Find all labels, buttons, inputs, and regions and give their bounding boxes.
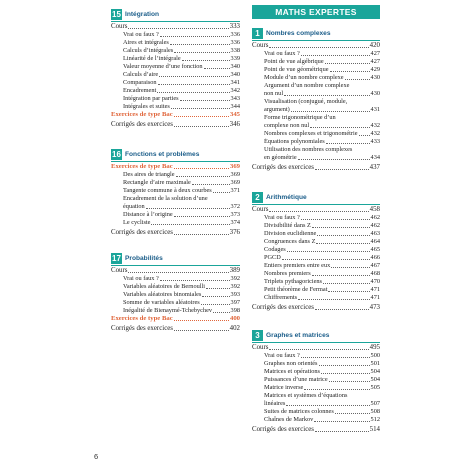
dot-leader — [315, 309, 369, 310]
entry-title: Chiffrements — [264, 293, 298, 301]
toc-entry — [252, 74, 380, 82]
dot-leader — [157, 92, 229, 93]
toc-entry — [252, 352, 380, 360]
toc-entry — [111, 95, 240, 103]
toc-entry — [111, 291, 240, 299]
toc-entry — [111, 31, 240, 39]
page-ref: 402 — [229, 324, 240, 332]
section-rule — [252, 342, 380, 343]
toc-entry — [111, 47, 240, 55]
section-header — [111, 148, 240, 160]
toc-entry — [111, 87, 240, 95]
dot-leader — [160, 36, 230, 37]
entry-title: Des aires de triangle — [123, 170, 175, 178]
page-ref: 339 — [230, 54, 240, 62]
entry-title: PGCD — [264, 253, 281, 261]
dot-leader — [312, 227, 370, 228]
page-ref: 343 — [230, 94, 240, 102]
dot-leader — [317, 235, 369, 236]
dot-leader — [359, 135, 370, 136]
toc-entry — [111, 179, 240, 187]
page-ref: 427 — [370, 49, 380, 57]
entry-title: Exercices de type Bac — [111, 314, 173, 322]
dot-leader — [213, 312, 229, 313]
dot-leader — [146, 208, 230, 209]
page-ref: 434 — [370, 153, 380, 161]
page-ref: 392 — [230, 274, 240, 282]
page-ref: 374 — [230, 218, 240, 226]
entry-title: Triplets pythagoriciens — [264, 277, 323, 285]
dot-leader — [291, 111, 370, 112]
chapter-title: Nombres complexes — [266, 29, 331, 37]
entry-title: Corrigés des exercices — [252, 303, 314, 311]
page-ref: 340 — [230, 70, 240, 78]
dot-leader — [158, 84, 230, 85]
entry-title: Aires et intégrales — [123, 38, 169, 46]
page-ref: 462 — [370, 213, 380, 221]
maths-expertes-banner: MATHS EXPERTES — [252, 5, 380, 19]
page-ref: 346 — [229, 120, 240, 128]
entry-title: Variables aléatoires de Bernoulli — [123, 282, 206, 290]
toc-entry — [111, 307, 240, 315]
dot-leader — [282, 259, 370, 260]
dot-leader — [345, 79, 370, 80]
entry-title: Cours — [252, 343, 269, 351]
entry-title: Matrice inverse — [264, 383, 304, 391]
dot-leader — [298, 159, 370, 160]
dot-leader — [213, 192, 230, 193]
toc-section — [252, 27, 380, 172]
chapter-number-badge: 17 — [112, 253, 121, 263]
section-rule — [252, 204, 380, 205]
page-ref: 333 — [229, 22, 240, 30]
toc-entry — [252, 106, 380, 114]
page-ref: 336 — [230, 30, 240, 38]
dot-leader — [325, 63, 370, 64]
entry-title: Nombres premiers — [264, 269, 311, 277]
entry-title: Entiers premiers entre eux — [264, 261, 331, 269]
dot-leader — [171, 108, 230, 109]
toc-entry-text: Forme trigonométrique d’un — [264, 113, 336, 121]
toc-entry-text: Argument d’un nombre complexe — [264, 81, 350, 89]
section-header — [252, 191, 380, 203]
page-ref: 420 — [369, 41, 380, 49]
page-ref: 470 — [370, 277, 380, 285]
dot-leader — [204, 68, 230, 69]
toc-entry — [252, 214, 380, 222]
toc-entry — [111, 71, 240, 79]
entry-title: Le cycliste — [123, 218, 151, 226]
section-rule — [111, 21, 240, 22]
page-ref: 369 — [230, 178, 240, 186]
page-ref: 372 — [230, 202, 240, 210]
page-ref: 429 — [370, 65, 380, 73]
dot-leader — [159, 76, 229, 77]
toc-entry — [252, 278, 380, 286]
page-ref: 398 — [230, 306, 240, 314]
toc-entry — [111, 229, 240, 237]
toc-entry — [252, 154, 380, 162]
entry-title: Corrigés des exercices — [111, 324, 173, 332]
entry-title: Cours — [111, 22, 128, 30]
dot-leader — [269, 47, 368, 48]
toc-entry — [252, 286, 380, 294]
dot-leader — [326, 143, 370, 144]
section-rule — [111, 265, 240, 266]
section-rule — [252, 40, 380, 41]
dot-leader — [206, 288, 230, 289]
dot-leader — [151, 224, 229, 225]
entry-title: Équations polynomiales — [264, 137, 325, 145]
toc-entry — [111, 211, 240, 219]
page-ref: 397 — [230, 298, 240, 306]
toc-section — [111, 148, 240, 237]
toc-section — [252, 191, 380, 312]
dot-leader — [201, 304, 230, 305]
dot-leader — [128, 28, 228, 29]
entry-title: Comparaison — [123, 78, 157, 86]
dot-leader — [310, 127, 369, 128]
page-ref: 389 — [229, 266, 240, 274]
toc-entry — [252, 246, 380, 254]
chapter-number-badge: 1 — [252, 28, 263, 39]
dot-leader — [298, 299, 369, 300]
chapter-number-badge: 16 — [112, 149, 121, 159]
entry-title: Corrigés des exercices — [111, 120, 173, 128]
toc-entry — [111, 325, 240, 333]
page-ref: 500 — [370, 351, 380, 359]
section-header — [111, 8, 240, 20]
page-ref: 342 — [230, 86, 240, 94]
dot-leader — [329, 381, 370, 382]
entry-title: Encadrement — [123, 86, 157, 94]
entry-title: Vrai ou faux ? — [264, 351, 300, 359]
dot-leader — [301, 357, 370, 358]
toc-entry — [252, 66, 380, 74]
section-header — [252, 329, 380, 341]
entry-title: Tangente commune à deux courbes — [123, 186, 212, 194]
toc-entry — [111, 275, 240, 283]
dot-leader — [304, 389, 369, 390]
page-ref: 432 — [370, 121, 380, 129]
section-header — [111, 252, 240, 264]
dot-leader — [174, 52, 229, 53]
entry-title: linéaires — [264, 399, 286, 407]
entry-title: Matrices et opérations — [264, 367, 320, 375]
chapter-title: Intégration — [125, 10, 160, 18]
dot-leader — [330, 71, 370, 72]
dot-leader — [312, 275, 370, 276]
entry-title: Nombres complexes et trigonométrie — [264, 129, 358, 137]
dot-leader — [174, 216, 230, 217]
toc-entry — [111, 283, 240, 291]
toc-entry — [111, 79, 240, 87]
page-ref: 464 — [370, 237, 380, 245]
section-rule — [111, 161, 240, 162]
page-ref: 504 — [370, 375, 380, 383]
toc-entry — [252, 294, 380, 302]
toc-entry — [252, 230, 380, 238]
toc-section — [111, 8, 240, 129]
page-ref: 473 — [369, 303, 380, 311]
toc-entry — [252, 222, 380, 230]
page-ref: 512 — [370, 415, 380, 423]
toc-entry — [111, 121, 240, 129]
entry-title: complexe non nul — [264, 121, 310, 129]
toc-entry — [252, 130, 380, 138]
page-ref: 430 — [370, 73, 380, 81]
entry-title: Suites de matrices colonnes — [264, 407, 334, 415]
entry-title: Distance à l’origine — [123, 210, 173, 218]
dot-leader — [301, 219, 370, 220]
entry-title: Chaînes de Markov — [264, 415, 314, 423]
entry-title: Exercices de type Bac — [111, 110, 173, 118]
page-ref: 393 — [230, 290, 240, 298]
toc-entry — [252, 50, 380, 58]
entry-title: Variables aléatoires binomiales — [123, 290, 202, 298]
page-ref: 369 — [230, 170, 240, 178]
page-ref: 373 — [230, 210, 240, 218]
entry-title: Valeur moyenne d’une fonction — [123, 62, 203, 70]
entry-title: Corrigés des exercices — [252, 425, 314, 433]
dot-leader — [331, 267, 369, 268]
entry-title: Point de vue algébrique — [264, 57, 324, 65]
toc-entry — [111, 267, 240, 275]
chapter-number-badge: 3 — [252, 330, 263, 341]
dot-leader — [192, 184, 230, 185]
dot-leader — [321, 373, 370, 374]
dot-leader — [316, 243, 369, 244]
toc-entry-text: Visualisation (conjugué, module, — [264, 97, 348, 105]
page-ref: 400 — [229, 314, 240, 322]
toc-entry — [111, 63, 240, 71]
dot-leader — [335, 413, 370, 414]
page-ref: 392 — [230, 282, 240, 290]
page-ref: 504 — [370, 367, 380, 375]
page-ref: 465 — [370, 245, 380, 253]
chapter-title: Graphes et matrices — [266, 331, 330, 339]
page-number: 6 — [94, 452, 99, 461]
entry-title: non nul — [264, 89, 284, 97]
entry-title: Exercices de type Bac — [111, 162, 173, 170]
toc-entry — [111, 103, 240, 111]
entry-title: Corrigés des exercices — [252, 163, 314, 171]
page-ref: 467 — [370, 261, 380, 269]
entry-title: Congruences dans Z — [264, 237, 316, 245]
dot-leader — [182, 60, 230, 61]
toc-entry — [252, 304, 380, 312]
chapter-number-badge: 15 — [112, 9, 121, 19]
dot-leader — [180, 100, 230, 101]
dot-leader — [284, 95, 369, 96]
entry-title: Corrigés des exercices — [111, 228, 173, 236]
chapter-title: Probabilités — [125, 254, 163, 262]
dot-leader — [202, 296, 229, 297]
entry-title: Graphes non orientés — [264, 359, 318, 367]
toc-entry — [252, 408, 380, 416]
dot-leader — [269, 349, 368, 350]
toc-entry — [252, 254, 380, 262]
dot-leader — [170, 44, 230, 45]
page-ref: 344 — [230, 102, 240, 110]
page-ref: 471 — [370, 285, 380, 293]
toc-entry — [111, 171, 240, 179]
toc-entry — [252, 262, 380, 270]
dot-leader — [160, 280, 230, 281]
page-ref: 432 — [370, 129, 380, 137]
dot-leader — [174, 168, 229, 169]
page-ref: 338 — [230, 46, 240, 54]
toc-entry — [252, 122, 380, 130]
page-ref: 501 — [370, 359, 380, 367]
chapter-title: Fonctions et problèmes — [125, 150, 200, 158]
toc-entry — [111, 219, 240, 227]
page-ref: 466 — [370, 253, 380, 261]
page-ref: 369 — [229, 162, 240, 170]
dot-leader — [301, 55, 370, 56]
toc-entry — [252, 164, 380, 172]
toc-entry — [111, 23, 240, 31]
entry-title: Vrai ou faux ? — [264, 49, 300, 57]
page-ref: 433 — [370, 137, 380, 145]
toc-entry — [252, 376, 380, 384]
dot-leader — [174, 116, 229, 117]
entry-title: Rectangle d’aire maximale — [123, 178, 191, 186]
page-ref: 508 — [370, 407, 380, 415]
dot-leader — [174, 126, 229, 127]
toc-entry — [252, 360, 380, 368]
entry-title: Codages — [264, 245, 286, 253]
entry-title: équation — [123, 202, 145, 210]
page-ref: 431 — [370, 105, 380, 113]
toc-entry — [111, 187, 240, 195]
toc-entry — [111, 111, 240, 119]
dot-leader — [287, 251, 370, 252]
page-ref: 437 — [369, 163, 380, 171]
entry-title: Petit théorème de Fermat — [264, 285, 328, 293]
page-ref: 340 — [230, 62, 240, 70]
entry-title: Intégrales et suites — [123, 102, 170, 110]
page-ref: 462 — [370, 221, 380, 229]
page-ref: 471 — [370, 293, 380, 301]
toc-entry-text: Utilisation des nombres complexes — [264, 145, 353, 153]
toc-entry — [111, 163, 240, 171]
page-ref: 507 — [370, 399, 380, 407]
chapter-number-badge: 2 — [252, 192, 263, 203]
dot-leader — [314, 421, 369, 422]
toc-entry — [252, 270, 380, 278]
toc-entry — [252, 384, 380, 392]
dot-leader — [176, 176, 230, 177]
entry-title: Somme de variables aléatoires — [123, 298, 200, 306]
entry-title: Divisibilité dans Z — [264, 221, 311, 229]
entry-title: Calculs d’aire — [123, 70, 159, 78]
toc-entry — [111, 315, 240, 323]
toc-section — [111, 252, 240, 333]
section-header — [252, 27, 380, 39]
entry-title: Puissances d’une matrice — [264, 375, 328, 383]
toc-entry — [111, 55, 240, 63]
toc-entry — [111, 203, 240, 211]
entry-title: Vrai ou faux ? — [123, 274, 159, 282]
entry-title: Point de vue géométrique — [264, 65, 329, 73]
toc-section — [252, 329, 380, 434]
page-ref: 376 — [229, 228, 240, 236]
dot-leader — [315, 431, 369, 432]
toc-entry — [252, 238, 380, 246]
dot-leader — [128, 272, 228, 273]
page-ref: 468 — [370, 269, 380, 277]
dot-leader — [323, 283, 370, 284]
dot-leader — [174, 234, 229, 235]
page-ref: 514 — [369, 425, 380, 433]
entry-title: en géométrie — [264, 153, 297, 161]
page-ref: 427 — [370, 57, 380, 65]
dot-leader — [174, 320, 229, 321]
dot-leader — [315, 169, 369, 170]
toc-entry — [252, 42, 380, 50]
toc-entry — [252, 90, 380, 98]
entry-title: Cours — [111, 266, 128, 274]
page-ref: 336 — [230, 38, 240, 46]
toc-entry — [252, 344, 380, 352]
entry-title: Cours — [252, 205, 269, 213]
toc-entry — [252, 416, 380, 424]
entry-title: Inégalité de Bienaymé-Tchebychev — [123, 306, 213, 314]
page-ref: 345 — [229, 110, 240, 118]
entry-title: Linéarité de l’intégrale — [123, 54, 181, 62]
page-ref: 341 — [230, 78, 240, 86]
dot-leader — [328, 291, 369, 292]
entry-title: Cours — [252, 41, 269, 49]
toc-entry — [252, 58, 380, 66]
toc-entry-text: Encadrement de la solution d’une — [123, 194, 208, 202]
entry-title: Intégration par parties — [123, 94, 179, 102]
toc-entry — [252, 368, 380, 376]
dot-leader — [286, 405, 369, 406]
toc-entry — [111, 39, 240, 47]
toc-entry — [252, 426, 380, 434]
page-ref: 463 — [370, 229, 380, 237]
entry-title: argument) — [264, 105, 290, 113]
dot-leader — [319, 365, 370, 366]
entry-title: Module d’un nombre complexe — [264, 73, 344, 81]
page-ref: 505 — [370, 383, 380, 391]
entry-title: Calculs d’intégrales — [123, 46, 174, 54]
toc-entry — [252, 400, 380, 408]
toc-entry — [111, 299, 240, 307]
dot-leader — [269, 211, 368, 212]
dot-leader — [174, 330, 229, 331]
entry-title: Division euclidienne — [264, 229, 317, 237]
page-ref: 458 — [369, 205, 380, 213]
toc-entry-text: Matrices et systèmes d’équations — [264, 391, 348, 399]
chapter-title: Arithmétique — [266, 193, 307, 201]
page-ref: 371 — [230, 186, 240, 194]
toc-entry — [252, 138, 380, 146]
entry-title: Vrai ou faux ? — [123, 30, 159, 38]
entry-title: Vrai ou faux ? — [264, 213, 300, 221]
page-ref: 495 — [369, 343, 380, 351]
toc-entry — [252, 206, 380, 214]
page-ref: 430 — [370, 89, 380, 97]
